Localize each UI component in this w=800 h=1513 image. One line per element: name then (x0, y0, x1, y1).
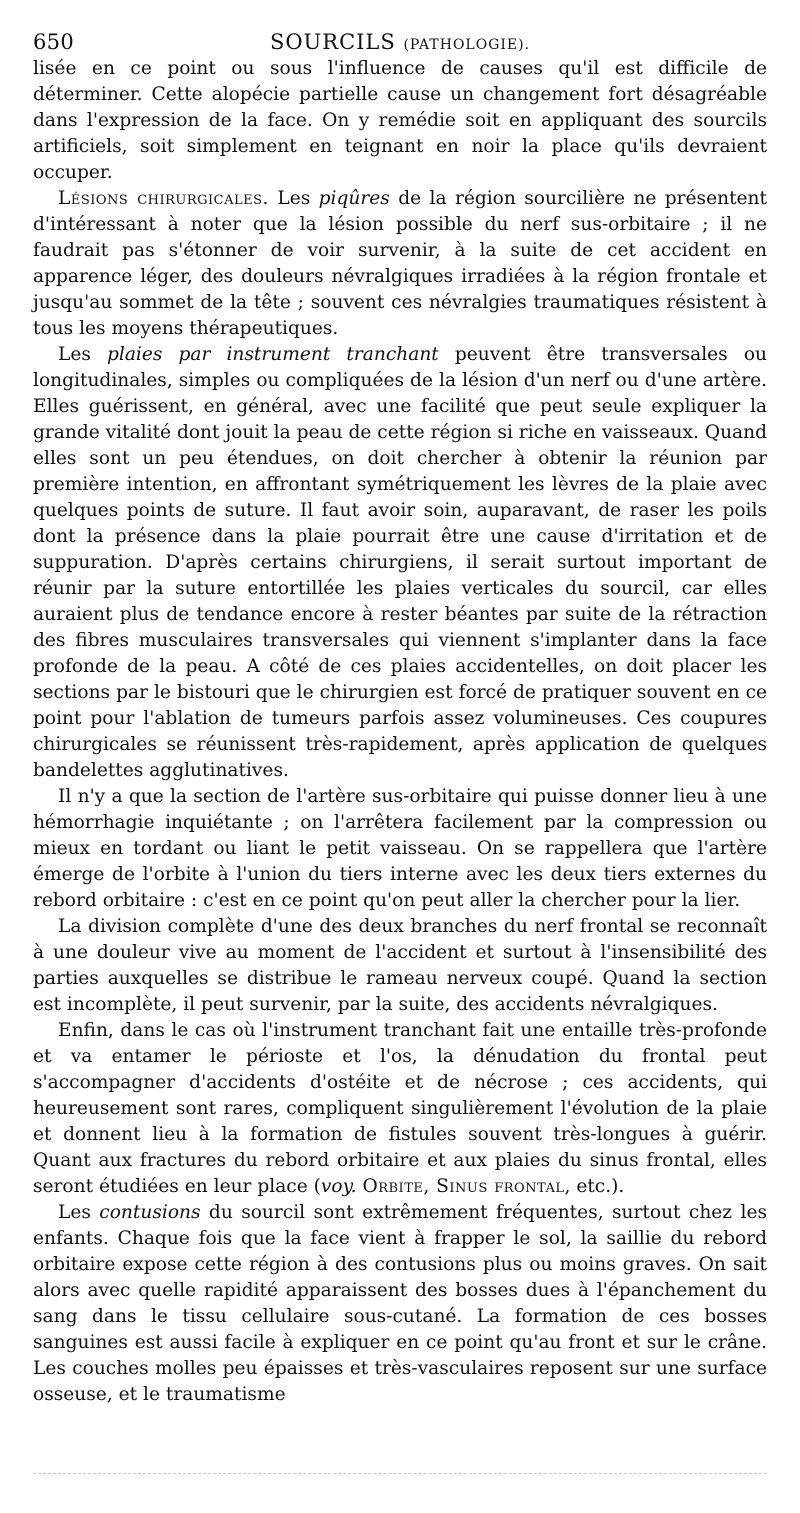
emphasis-term: voy. (320, 1176, 357, 1197)
paragraph-contusions: Les contusions du sourcil sont extrêmement fréquentes, surtout chez les enfants. Chaque fois que la face vient à frapper le sol, la saillie du rebord orbitaire expose cette région à des contusions plus ou moins graves. On sait alors avec quelle rapidité apparaissent des bosses dues à l'épanchement du sang dans le tissu cellulaire sous-cutané. La formation de ces bosses sanguines est aussi facile à expliquer en ce point qu'au front et sur le crâne. Les couches molles peu épaisses et très-vasculaires reposent sur une surface osseuse, et le traumatisme (33, 1202, 767, 1405)
paragraph-nerf-frontal: La division complète d'une des deux branches du nerf frontal se reconnaît à une douleur vive au moment de l'accident et surtout à l'insensibilité des parties auxquelles se distribue le rameau nerveux coupé. Quand la section est incomplète, il peut survenir, par la suite, des accidents névralgiques. (33, 916, 767, 1015)
page-number: 650 (33, 30, 74, 54)
scan-artifact-line (33, 1473, 767, 1474)
paragraph-artere: Il n'y a que la section de l'artère sus-orbitaire qui puisse donner lieu à une hémorrhagie inquiétante ; on l'arrêtera facilement par la compression ou mieux en tordant ou liant le petit vaisseau. On se rappellera que l'artère émerge de l'orbite à l'union du tiers interne avec les deux tiers externes du rebord orbitaire : c'est en ce point qu'on peut aller la chercher pour la lier. (33, 786, 767, 911)
book-page (33, 18, 767, 1408)
running-head (33, 30, 767, 54)
section-heading: Lésions chirurgicales. (58, 188, 269, 209)
emphasis-term: piqûres (318, 188, 390, 209)
cross-reference: Orbite, Sinus frontal (362, 1176, 565, 1197)
running-head-title: SOURCILS (269, 30, 396, 54)
page-header (33, 18, 767, 56)
paragraph-plaies-tranchant: Les plaies par instrument tranchant peuvent être transversales ou longitudinales, simples ou compliquées de la lésion d'un nerf ou d'une artère. Elles guérissent, en général, avec une facilité que peut seule expliquer la grande vitalité dont jouit la peau de cette région si riche en vaisseaux. Quand elles sont un peu étendues, on doit chercher à obtenir la réunion par première intention, en affrontant symétriquement les lèvres de la plaie avec quelques points de suture. Il faut avoir soin, auparavant, de raser les poils dont la présence dans la plaie pourrait être une cause d'irritation et de suppuration. D'après certains chirurgiens, il serait surtout important de réunir par la suture entortillée les plaies verticales du sourcil, car elles auraient plus de tendance encore à rester béantes par suite de la rétraction des fibres musculaires transversales qui viennent s'implanter dans la face profonde de la peau. A côté de ces plaies accidentelles, on doit placer les sections par le bistouri que le chirurgien est forcé de pratiquer souvent en ce point pour l'ablation de tumeurs parfois assez volumineuses. Ces coupures chirurgicales se réunissent très-rapidement, après application de quelques bandelettes agglutinatives. (33, 344, 768, 781)
paragraph-periostite: Enfin, dans le cas où l'instrument tranchant fait une entaille très-profonde et va entamer le périoste et l'os, la dénudation du frontal peut s'accompagner d'accidents d'ostéite et de nécrose ; ces accidents, qui heureusement sont rares, compliquent singulièrement l'évolution de la plaie et donnent lieu à la formation de fistules souvent très-longues à guérir. Quant aux fractures du rebord orbitaire et aux plaies du sinus frontal, elles seront étudiées en leur place (voy. Orbite, Sinus frontal, etc.). (33, 1020, 767, 1197)
emphasis-term: plaies par instrument tranchant (106, 344, 439, 365)
paragraph-lesions-chirurgicales: Lésions chirurgicales. Les piqûres de la région sourcilière ne présentent d'intéressant à noter que la lésion possible du nerf sus-orbitaire ; il ne faudrait pas s'étonner de voir survenir, à la suite de cet accident en apparence léger, des douleurs névralgiques irradiées à la région frontale et jusqu'au sommet de la tête ; souvent ces névralgies traumatiques résistent à tous les moyens thérapeutiques. (33, 188, 768, 339)
paragraph-alopecia: lisée en ce point ou sous l'influence de causes qu'il est difficile de déterminer. Cette alopécie partielle cause un changement fort désagréable dans l'expression de la face. On y remédie soit en appliquant des sourcils artificiels, soit simplement en teignant en noir la place qu'ils devraient occuper. (33, 58, 767, 183)
emphasis-term: contusions (99, 1202, 201, 1223)
body-text (33, 56, 767, 1408)
running-head-subtitle: (PATHOLOGIE). (403, 37, 531, 53)
